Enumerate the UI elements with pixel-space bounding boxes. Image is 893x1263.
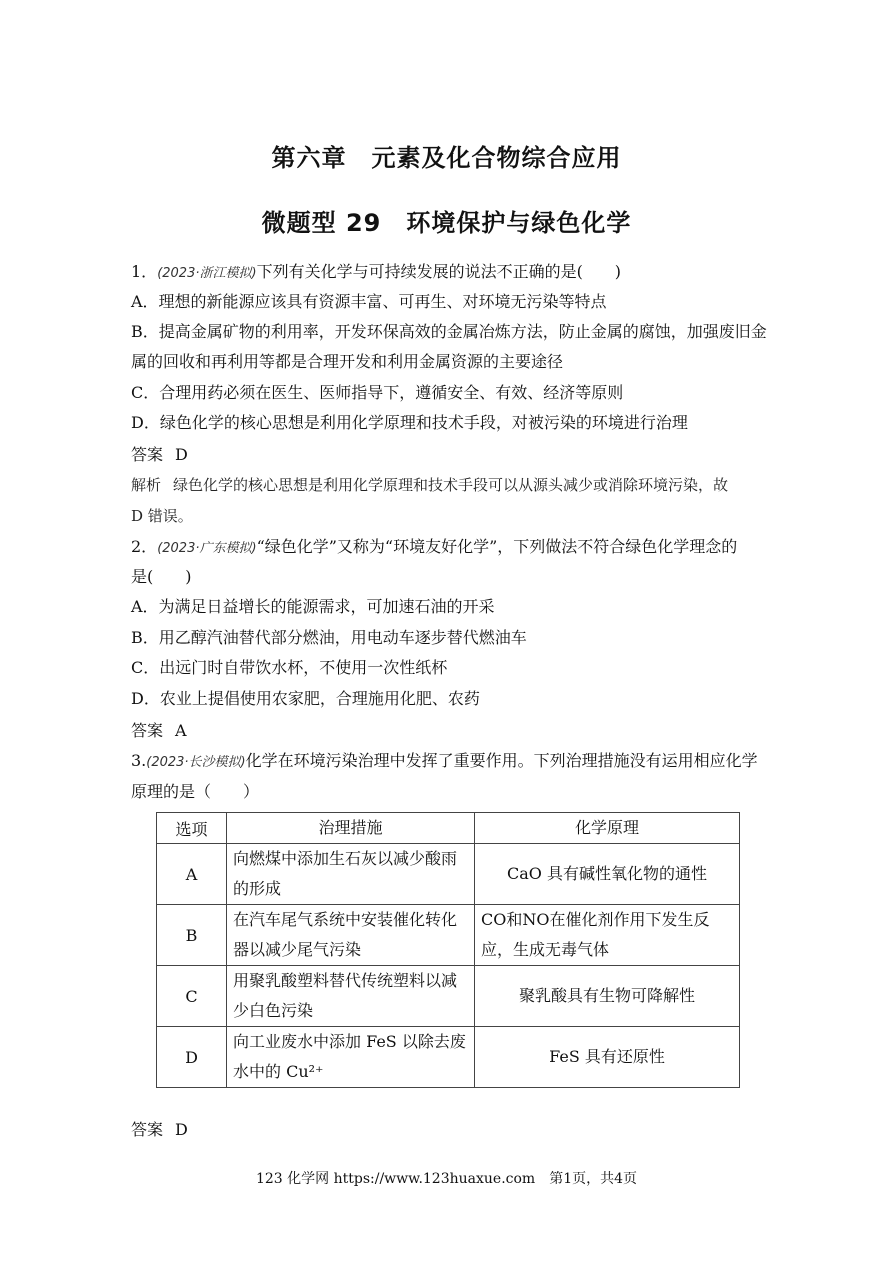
chapter-title: 第六章 元素及化合物综合应用	[271, 144, 622, 172]
q1-analysis-continued: D 错误。	[131, 507, 193, 525]
question-source: (2023·广东模拟)	[157, 541, 257, 556]
q2-answer	[131, 720, 187, 742]
q3-answer	[131, 1119, 188, 1141]
row-principle: CaO 具有碱性氧化物的通性	[475, 844, 740, 905]
page-footer: 123 化学网 https://www.123huaxue.com 第1页，共4页	[255, 1171, 638, 1187]
question-3-stem	[131, 750, 758, 774]
question-text: 下列有关化学与可持续发展的说法不正确的是( )	[256, 262, 622, 281]
analysis-label: 解析	[131, 476, 162, 494]
answer-value: D	[175, 1120, 188, 1139]
q1-analysis	[131, 474, 728, 496]
q1-answer	[131, 444, 188, 466]
question-2-stem-continued: 是( )	[131, 567, 192, 586]
row-option: B	[157, 905, 227, 966]
table-row	[157, 1027, 740, 1088]
q1-option-b-continued: 属的回收和再利用等都是合理开发和利用金属资源的主要途径	[131, 352, 564, 371]
answer-label: 答案	[131, 1120, 164, 1139]
header-measure: 治理措施	[227, 813, 475, 844]
q2-option-b: B．用乙醇汽油替代部分燃油，用电动车逐步替代燃油车	[131, 628, 527, 647]
question-3-stem-continued: 原理的是（ ）	[131, 782, 260, 801]
question-text: “绿色化学”又称为“环境友好化学”，下列做法不符合绿色化学理念的	[256, 537, 738, 556]
row-principle: CO和NO在催化剂作用下发生反应，生成无毒气体	[475, 905, 740, 966]
q1-option-a: A．理想的新能源应该具有资源丰富、可再生、对环境无污染等特点	[131, 292, 607, 311]
answer-value: A	[175, 721, 187, 740]
question-number: 2．	[131, 537, 158, 556]
question-source: (2023·浙江模拟)	[157, 266, 257, 281]
table-row	[157, 844, 740, 905]
row-principle: FeS 具有还原性	[475, 1027, 740, 1088]
row-principle: 聚乳酸具有生物可降解性	[475, 966, 740, 1027]
row-measure: 用聚乳酸塑料替代传统塑料以减少白色污染	[227, 966, 475, 1027]
row-measure: 向工业废水中添加 FeS 以除去废水中的 Cu²⁺	[227, 1027, 475, 1088]
table-header-row	[157, 813, 740, 844]
measures-table	[156, 812, 740, 1088]
row-measure: 在汽车尾气系统中安装催化转化器以减少尾气污染	[227, 905, 475, 966]
question-1-stem	[131, 261, 621, 285]
row-measure: 向燃煤中添加生石灰以减少酸雨的形成	[227, 844, 475, 905]
row-option: A	[157, 844, 227, 905]
table-row	[157, 905, 740, 966]
q1-option-d: D．绿色化学的核心思想是利用化学原理和技术手段，对被污染的环境进行治理	[131, 413, 688, 432]
q1-option-b: B．提高金属矿物的利用率，开发环保高效的金属冶炼方法，防止金属的腐蚀，加强废旧金	[131, 322, 767, 341]
q2-option-d: D．农业上提倡使用农家肥，合理施用化肥、农药	[131, 689, 480, 708]
analysis-text: 绿色化学的核心思想是利用化学原理和技术手段可以从源头减少或消除环境污染，故	[173, 476, 729, 494]
answer-label: 答案	[131, 445, 164, 464]
question-text: 化学在环境污染治理中发挥了重要作用。下列治理措施没有运用相应化学	[245, 751, 758, 770]
question-number: 1．	[131, 262, 158, 281]
answer-value: D	[175, 445, 188, 464]
question-2-stem	[131, 536, 737, 560]
q2-option-c: C．出远门时自带饮水杯，不使用一次性纸杯	[131, 658, 448, 677]
q1-option-c: C．合理用药必须在医生、医师指导下，遵循安全、有效、经济等原则	[131, 383, 624, 402]
table-row	[157, 966, 740, 1027]
answer-label: 答案	[131, 721, 164, 740]
section-title: 微题型 29 环境保护与绿色化学	[261, 209, 632, 237]
question-number: 3.	[131, 751, 147, 770]
question-source: (2023·长沙模拟)	[146, 755, 246, 770]
q2-option-a: A．为满足日益增长的能源需求，可加速石油的开采	[131, 597, 495, 616]
header-principle: 化学原理	[475, 813, 740, 844]
row-option: C	[157, 966, 227, 1027]
header-option: 选项	[157, 813, 227, 844]
row-option: D	[157, 1027, 227, 1088]
